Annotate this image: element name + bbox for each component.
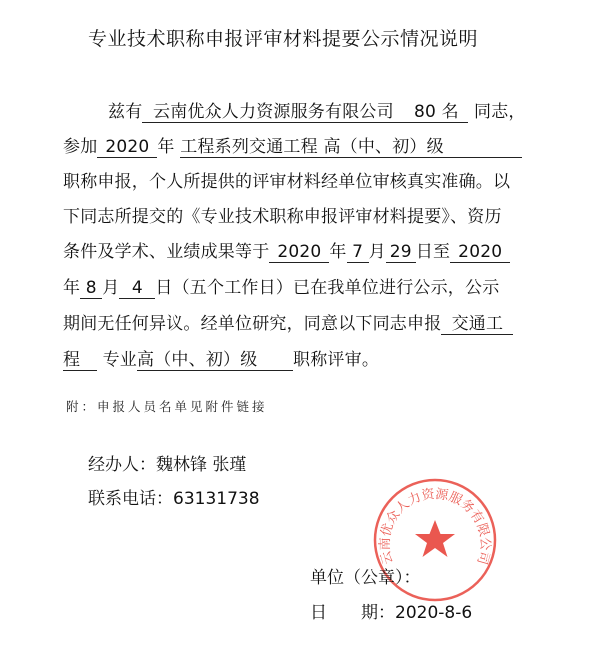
level-2: 高（中、初）级 (137, 350, 293, 371)
company-name: 云南优众人力资源服务有限公司 (142, 102, 404, 123)
body-line-2 (63, 132, 522, 158)
l5-prefix: 条件及学术、业绩成果等于 (63, 242, 270, 262)
date-label: 日 期： (310, 603, 395, 623)
date-value: 2020-8-6 (395, 603, 473, 623)
start-day: 29 (386, 242, 416, 263)
ri-zhi: 日至 (415, 242, 451, 262)
l8-suffix: 职称评审。 (293, 350, 380, 370)
handler-names: 魏林锋 张瑾 (156, 455, 247, 475)
unit-seal-label: 单位（公章）： (310, 568, 421, 588)
body-line-3: 职称申报，个人所提供的评审材料经单位审核真实准确。以 (63, 172, 511, 192)
l1-suffix: 同志， (474, 102, 526, 122)
handler-label: 经办人： (88, 455, 156, 475)
phone-label: 联系电话： (88, 489, 173, 509)
l7-prefix: 期间无任何异议。经单位研究，同意以下同志申报 (63, 314, 442, 334)
l1-prefix: 兹有 (108, 102, 143, 122)
apply-year: 2020 (97, 137, 157, 158)
category-level (180, 137, 522, 158)
zhuanye: 专业 (102, 350, 138, 370)
start-year: 2020 (269, 242, 329, 263)
date-line (310, 598, 472, 623)
phone-line (88, 484, 260, 509)
attachment-note: 附：申报人员名单见附件链接 (66, 399, 268, 414)
body-line-6 (63, 273, 499, 299)
body-line-5 (63, 237, 510, 263)
yue: 月 (368, 242, 386, 262)
end-day: 4 (119, 278, 155, 299)
major-part-2: 程 (63, 350, 97, 371)
l2-year-unit: 年 (157, 137, 175, 157)
seal-text: 云南优众人力资源服务有限公司 (377, 486, 493, 566)
category: 工程系列交通工程 (180, 137, 318, 157)
major-part-1: 交通工 (441, 314, 513, 335)
level: 高（中、初）级 (323, 137, 444, 157)
l6-yue: 月 (102, 278, 120, 298)
document-title: 专业技术职称申报评审材料提要公示情况说明 (88, 28, 479, 50)
l6-nian: 年 (63, 278, 81, 298)
body-line-8 (63, 345, 379, 371)
applicant-count: 80 名 (404, 102, 468, 123)
l6-suffix: 日（五个工作日）已在我单位进行公示，公示 (155, 278, 500, 298)
nian: 年 (329, 242, 347, 262)
body-line-7 (63, 309, 513, 335)
body-line-1 (108, 97, 526, 123)
end-month: 8 (80, 278, 102, 299)
l2-prefix: 参加 (63, 137, 98, 157)
end-year: 2020 (450, 242, 510, 263)
start-month: 7 (347, 242, 369, 263)
body-line-4: 下同志所提交的《专业技术职称申报评审材料提要》、资历 (63, 207, 502, 227)
handler-line (88, 450, 246, 475)
seal-star-icon (415, 520, 455, 557)
phone-number: 63131738 (173, 489, 260, 509)
